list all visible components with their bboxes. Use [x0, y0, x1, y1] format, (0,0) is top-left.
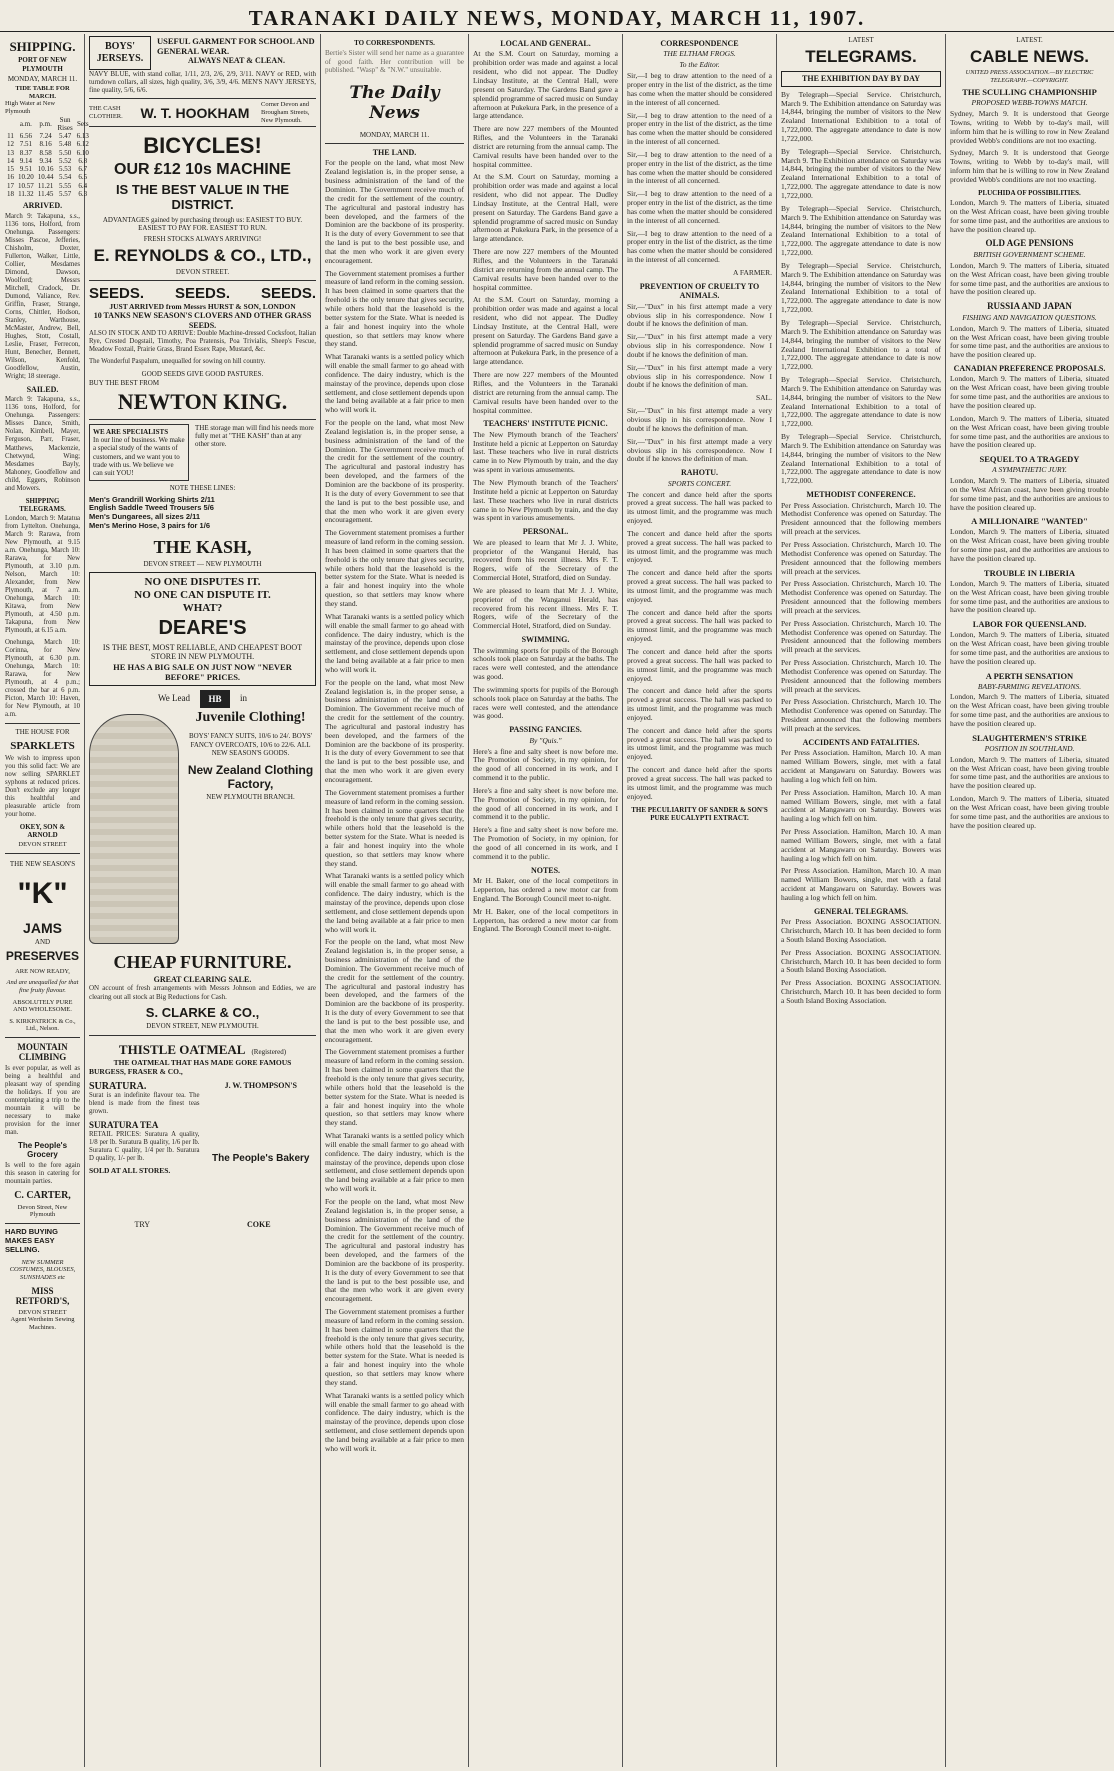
- divider: [5, 1223, 80, 1224]
- land-body-2: The Government statement promises a further measure of land reform in the coming session. It has been claimed in some quarters that the freehold is the only tenure that gives security, while others hold that the leasehold is the better system for the State. What is needed is a fair and honest inquiry into the whole question, so that settlers may know where they stand.: [325, 268, 464, 349]
- sparklets-top: THE HOUSE FOR: [15, 728, 70, 737]
- telegrams-heading: SHIPPING TELEGRAMS.: [19, 496, 66, 513]
- liberia-heading: TROUBLE IN LIBERIA: [983, 567, 1076, 578]
- perth-heading: A PERTH SENSATION: [985, 670, 1074, 681]
- corr-body: Sir,—I beg to draw attention to the need of a proper entry in the list of the district, as the time has come when the matter should be considered in the interest of all concerned.: [627, 71, 772, 107]
- prevention-signature: SAL.: [755, 393, 772, 403]
- k-jams: JAMS: [23, 919, 62, 936]
- land-body: For the people on the land, what most New Zealand legislation is, in the proper sense, a business administration of the land of the Dominion. The Government receive much of the credit for the settlement of the country. The agricultural and pastoral industry has been developed, and the farmers of the Dominion are the backbone of its prosperity. It is the duty of every Government to see that the land is put to the best possible use, and that the men who work it are given every encouragement.: [325, 677, 464, 785]
- good-seeds: GOOD SEEDS GIVE GOOD PASTURES.: [141, 370, 264, 379]
- table-row: 18 11.32 11.45 5.57 6.3: [7, 189, 88, 198]
- seeds-body: ALSO IN STOCK AND TO ARRIVE: Double Machine-dressed Cocksfoot, Italian Rye, Crested Dogstail, Timothy, Poa Pratensis, Poa Trivialis, Sheep's Fescue, Meadow Foxtail, Prairie Grass, Brand Essex Rape, Mustard, &c.: [89, 330, 316, 354]
- cable-body: London, March 9. The matters of Liberia, situated on the West African coast, have been giving trouble for some time past, and the authorities are anxious to have the position cleared up.: [950, 323, 1109, 360]
- column-rule: [468, 34, 469, 1767]
- accidents-body: Per Press Association. Hamilton, March 10. A man named William Bowers, single, met with a fatal accident at Mangawaru on Saturday. Bowers was hauling a log which fell on him.: [781, 827, 941, 863]
- thompson-list: [206, 1090, 317, 1150]
- always-neat: ALWAYS NEAT & CLEAN.: [188, 56, 285, 66]
- suratura-heading: SURATURA.: [89, 1080, 147, 1092]
- divider: [5, 723, 80, 724]
- rahotu-body: The concert and dance held after the sports proved a great success. The hall was packed to its utmost limit, and the programme was much enjoyed.: [627, 725, 772, 762]
- column-editorial: [322, 34, 467, 1767]
- port-heading: PORT OF NEW PLYMOUTH: [18, 56, 67, 73]
- table-row: 12 7.51 8.16 5.48 6.12: [7, 140, 89, 149]
- grocery-body: Is well to the fore again this season in catering for mountain parties.: [5, 1161, 80, 1185]
- land-body-3: What Taranaki wants is a settled policy which will enable the small farmer to go ahead with confidence. The dairy industry, which is the mainstay of the province, depends upon close settlement, and close settlement depends upon the land being available at a fair price to men who will work it.: [325, 611, 464, 674]
- cable-heading: CABLE NEWS.: [970, 47, 1089, 67]
- divider: [89, 280, 316, 281]
- clarke-name: S. CLARKE & CO.,: [145, 1004, 260, 1020]
- we-lead: We Lead: [157, 693, 190, 704]
- divider: [325, 143, 464, 144]
- column-correspondence: [624, 34, 775, 1767]
- personal-body: We are pleased to learn that Mr J. J. White, proprietor of the Wanganui Herald, has recovered from his recent illness. Mrs F. T. Rogers, wife of the Secretary of the Commercial Hotel, Stratford, died on Sunday.: [473, 585, 618, 631]
- cable-body: London, March 9. The matters of Liberia, situated on the West African coast, have been giving trouble for some time past, and the authorities are anxious to have the position cleared up.: [950, 578, 1109, 615]
- list-item: Men's Merino Hose, 3 pairs for 1/6: [89, 521, 210, 531]
- masthead: [0, 0, 1114, 32]
- rahotu-heading: RAHOTU.: [680, 468, 719, 478]
- filler-text: Bertie's Sister will send her name as a guarantee of good faith. Her contribution will be published. "Wasp" & "N.W." unsuitable.: [325, 49, 464, 75]
- clothing-ad: [89, 708, 316, 950]
- daily-news-logo: The Daily News: [349, 82, 440, 123]
- dispute-1: NO ONE DISPUTES IT.: [144, 576, 261, 589]
- column-cables: [947, 34, 1112, 1767]
- deares-name: DEARE'S: [158, 617, 247, 640]
- passing-body: Here's a fine and salty sheet is now before me. The Promotion of Society, in my opinion, for the good of all concerned in its work, and I commend it to the public.: [473, 825, 618, 861]
- seeds-tons: 10 TANKS NEW SEASON'S CLOVERS AND OTHER GRASS SEEDS.: [93, 311, 312, 330]
- accidents-body: Per Press Association. Hamilton, March 10. A man named William Bowers, single, met with a fatal accident at Mangawaru on Saturday. Bowers was hauling a log which fell on him.: [781, 866, 941, 902]
- note-lines: NOTE THESE LINES:: [169, 484, 236, 493]
- russia-heading: RUSSIA AND JAPAN: [987, 301, 1072, 312]
- date-line: MONDAY, MARCH 11.: [7, 74, 78, 83]
- general-body: Per Press Association. BOXING ASSOCIATION. Christchurch, March 10. It has been decided to form a South Island Boxing Association.: [781, 917, 941, 944]
- sculling-sub: PROPOSED WEBB-TOWNS MATCH.: [971, 98, 1088, 108]
- k-maker: S. KIRKPATRICK & Co., Ltd., Nelson.: [9, 1017, 76, 1033]
- juvenile-body: BOYS' FANCY SUITS, 10/6 to 24/. BOYS' FANCY OVERCOATS, 10/6 to 22/6. ALL NEW SEASON'S GOODS.: [188, 732, 313, 757]
- notes-body: Mr H. Baker, one of the local competitors in Lepperton, has ordered a new motor car from England. The Borough Council meet to-night.: [473, 876, 618, 903]
- latest-label: LATEST.: [1016, 36, 1043, 44]
- column-shipping: [2, 34, 89, 1767]
- prevention-body: Sir,—"Dux" in his first attempt made a very obvious slip in his correspondence. Now I doubt if he knows the definition of man.: [627, 406, 772, 433]
- k-preserves: PRESERVES: [5, 949, 80, 964]
- mountain-heading: MOUNTAIN CLIMBING: [17, 1041, 68, 1063]
- general-heading: GENERAL TELEGRAMS.: [813, 906, 909, 916]
- telegram-body: By Telegraph—Special Service. Christchurch, March 9. The Exhibition attendance on Saturday was 14,844, bringing the number of visitors to the New Zealand International Exhibition to a total of 1,722,000. The aggregate attendance to date is now 1,722,000.: [781, 432, 941, 486]
- cable-body: London, March 9. The matters of Liberia, situated on the West African coast, have been giving trouble for some time past, and the authorities are anxious to have the position cleared up.: [950, 754, 1109, 791]
- seeds-word: SEEDS.: [174, 284, 231, 302]
- table-row: 17 10.57 11.21 5.55 6.4: [7, 181, 88, 190]
- column-rule: [622, 34, 623, 1767]
- specialists-box: [89, 424, 189, 482]
- land-body-2: The Government statement promises a further measure of land reform in the coming session. It has been claimed in some quarters that the freehold is the only tenure that gives security, while others hold that the leasehold is the better system for the State. What is needed is a fair and honest inquiry into the whole question, so that settlers may know where they stand.: [325, 528, 464, 608]
- cable-body: London, March 9. The matters of Liberia, situated on the West African coast, have been giving trouble for some time past, and the authorities are anxious to have the position cleared up.: [950, 527, 1109, 563]
- rahotu-body: The concert and dance held after the sports proved a great success. The hall was packed to its utmost limit, and the programme was much enjoyed.: [627, 686, 772, 722]
- tide-col-header: Sets: [76, 119, 89, 128]
- deares-body: IS THE BEST, MOST RELIABLE, AND CHEAPEST BOOT STORE IN NEW PLYMOUTH.: [102, 642, 303, 662]
- latest-label: LATEST: [848, 36, 874, 44]
- boys-jerseys-box: BOYS' JERSEYS.: [89, 36, 151, 70]
- k-and: AND: [34, 938, 51, 947]
- cable-body: London, March 9. The matters of Liberia, situated on the West African coast, have been giving trouble for some time past, and the authorities are anxious to have the position cleared up.: [950, 374, 1109, 410]
- land-body-3: What Taranaki wants is a settled policy which will enable the small farmer to go ahead with confidence. The dairy industry, which is the mainstay of the province, depends upon close settlement, and close settlement depends upon the land being available at a fair price to men who will work it.: [325, 1131, 464, 1194]
- rahotu-body: The concert and dance held after the sports proved a great success. The hall was packed to its utmost limit, and the programme was much enjoyed.: [627, 765, 772, 801]
- accidents-body: Per Press Association. Hamilton, March 10. A man named William Bowers, single, met with a fatal accident at Mangawaru on Saturday. Bowers was hauling a log which fell on him.: [781, 787, 941, 824]
- reynolds-name: E. REYNOLDS & CO., LTD.,: [93, 245, 312, 265]
- column-rule: [84, 34, 85, 1767]
- hookham-tag: THE CASH CLOTHIER.: [89, 105, 123, 120]
- table-row: 13 8.37 8.58 5.50 6.10: [7, 148, 89, 157]
- passing-byline: By "Quis.": [529, 735, 562, 745]
- correspondents-heading: TO CORRESPONDENTS.: [354, 39, 435, 47]
- seeds-sub: JUST ARRIVED from Messrs HURST & SON, LONDON: [109, 301, 296, 311]
- perth-sub: BABY-FARMING REVELATIONS.: [977, 681, 1082, 691]
- retford-agent: Agent Wertheim Sewing Machines.: [10, 1316, 75, 1332]
- k-ready: ARE NOW READY,: [15, 967, 70, 975]
- list-item: English Saddle Tweed Trousers 5/6: [89, 503, 214, 513]
- suratura-prices: RETAIL PRICES: Suratura A quality, 1/8 per lb. Suratura B quality, 1/6 per lb. Suratura C quality, 1/4 per lb. Suratura D quality, 1/- per lb.: [89, 1131, 200, 1163]
- prevention-heading: PREVENTION OF CRUELTY TO ANIMALS.: [639, 281, 760, 301]
- bicycles-heading: BICYCLES!: [143, 133, 262, 159]
- sailed2-body: Onehunga, March 10: Corinna, for New Plymouth, at 6.30 p.m. Onehunga, March 10: Rarawa, for New Plymouth, at 4 p.m.; crossed the bar at 6 p.m. Picton, March 10: Haven, for New Plymouth, at 10 a.m.: [5, 639, 80, 719]
- land-body: For the people on the land, what most New Zealand legislation is, in the proper sense, a business administration of the land of the Dominion. The Government receive much of the credit for the settlement of the country. The agricultural and pastoral industry has been developed, and the farmers of the Dominion are the backbone of its prosperity. It is the duty of every Government to see that the land is put to the best possible use, and that the men who work it are given every encouragement.: [325, 158, 464, 265]
- personal-heading: PERSONAL.: [522, 527, 569, 537]
- column-rule: [776, 34, 777, 1767]
- specialists-heading: WE ARE SPECIALISTS: [93, 427, 169, 436]
- hookham-ad: [89, 98, 316, 127]
- cable-body: London, March 9. The matters of Liberia, situated on the West African coast, have been giving trouble for some time past, and the authorities are anxious to have the position cleared up.: [950, 260, 1109, 297]
- best-value: IS THE BEST VALUE IN THE DISTRICT.: [115, 182, 290, 213]
- suratura-body: Surat is an indefinite flavour tea. The blend is made from the finest teas grown.: [89, 1092, 200, 1116]
- what-question: WHAT?: [182, 602, 223, 615]
- retford-address: DEVON STREET: [18, 1308, 67, 1316]
- passing-body: Here's a fine and salty sheet is now before me. The Promotion of Society, in my opinion, for the good of all concerned in its work, and I commend it to the public.: [473, 746, 618, 783]
- swimming-body: The swimming sports for pupils of the Borough schools took place on Saturday at the baths. The races were well contested, and the attendance was good.: [473, 684, 618, 721]
- tide-col-header: p.m.: [39, 119, 52, 128]
- tide-col-header: Sun Rises: [57, 115, 73, 132]
- table-row: 15 9.51 10.16 5.53 6.7: [7, 165, 88, 174]
- local-body: At the S.M. Court on Saturday, morning a prohibition order was made and against a local resident, who did not appear. The Dudley Lindsay Institute, at the Central Hall, were present on Saturday. The Gardens Band gave a splendid programme of sacred music on Sunday afternoon at Pukekura Park, in the presence of a large attendance.: [473, 172, 618, 244]
- land-body: For the people on the land, what most New Zealand legislation is, in the proper sense, a business administration of the land of the Dominion. The Government receive much of the credit for the settlement of the country. The agricultural and pastoral industry has been developed, and the farmers of the Dominion are the backbone of its prosperity. It is the duty of every Government to see that the land is put to the best possible use, and that the men who work it are given every encouragement.: [325, 1196, 464, 1304]
- table-row: 16 10.20 10.44 5.54 6.5: [7, 173, 88, 182]
- russia-sub: FISHING AND NAVIGATION QUESTIONS.: [962, 312, 1097, 322]
- rahotu-body: The concert and dance held after the sports proved a great success. The hall was packed to its utmost limit, and the programme was much enjoyed.: [627, 647, 772, 683]
- land-body-3: What Taranaki wants is a settled policy which will enable the small farmer to go ahead with confidence. The dairy industry, which is the mainstay of the province, depends upon close settlement, and close settlement depends upon the land being available at a fair price to men who will work it.: [325, 1390, 464, 1453]
- telegrams-body: London, March 9: Matatua from Lyttelton. Onehunga, March 9: Rarawa, from New Plymouth, at 9.15 a.m. Onehunga, March 10: Rarawa, for New Plymouth, at 3.10 p.m. Nelson, March 10: Alexander, from New Plymouth, at 7 a.m. Onehunga, March 10: Kitawa, from New Plymouth, at 4.50 p.m. Takapuna, from New Plymouth, at 6.15 a.m.: [5, 515, 80, 635]
- prevention-body: Sir,—"Dux" in his first attempt made a very obvious slip in his correspondence. Now I doubt if he knows the definition of man.: [627, 332, 772, 359]
- tide-heading: TIDE TABLE FOR MARCH.: [15, 85, 70, 100]
- rahotu-body: The concert and dance held after the sports proved a great success. The hall was packed to its utmost limit, and the programme was much enjoyed.: [627, 607, 772, 644]
- kash-text: THE storage man will find his needs more fully met at "THE KASH" than at any other store.: [195, 423, 314, 449]
- hb-logo: HB: [200, 690, 230, 708]
- cable-body: London, March 9. The matters of Liberia, situated on the West African coast, have been giving trouble for some time past, and the authorities are anxious to have the position cleared up.: [950, 630, 1109, 666]
- accidents-body: Per Press Association. Hamilton, March 10. A man named William Bowers, single, met with a fatal accident at Mangawaru on Saturday. Bowers was hauling a log which fell on him.: [781, 748, 941, 784]
- passing-heading: PASSING FANCIES.: [509, 725, 582, 735]
- hookham-name: W. T. HOOKHAM: [140, 104, 250, 121]
- labor-heading: LABOR FOR QUEENSLAND.: [972, 619, 1087, 630]
- rahotu-body: The concert and dance held after the sports proved a great success. The hall was packed to its utmost limit, and the programme was much enjoyed.: [627, 568, 772, 604]
- cable-body: London, March 9. The matters of Liberia, situated on the West African coast, have been giving trouble for some time past, and the authorities are anxious to have the position cleared up.: [950, 692, 1109, 729]
- retford-name: MISS RETFORD'S,: [15, 1285, 70, 1307]
- jerseys-ad: [89, 36, 316, 70]
- rahotu-body: The concert and dance held after the sports proved a great success. The hall was packed to its utmost limit, and the programme was much enjoyed.: [627, 489, 772, 526]
- sparklets-title: SPARKLETS: [10, 739, 75, 752]
- burgess-name: BURGESS, FRASER & CO.,: [89, 1066, 183, 1076]
- hb-row: [89, 690, 316, 708]
- jersey-prices: NAVY BLUE, with stand collar, 1/11, 2/3, 2/6, 2/9, 3/11. NAVY or RED, with turndown collars, all sizes, high quality, 3/6, 3/9, 4/6. MEN'S NAVY JERSEYS, fine quality, 5/6, 6/6.: [89, 69, 316, 95]
- bakery-list: [206, 1167, 317, 1217]
- deares-sale: HE HAS A BIG SALE ON JUST NOW "NEVER BEFORE" PRICES.: [113, 661, 292, 682]
- coke-word: COKE: [246, 1219, 271, 1229]
- table-row: 11 6.56 7.24 5.47 6.13: [7, 132, 89, 141]
- methodist-body: Per Press Association. Christchurch, March 10. The Methodist Conference was opened on Saturday. The President announced that the following members will preach at the services.: [781, 539, 941, 576]
- rahotu-body: The concert and dance held after the sports proved a great success. The hall was packed to its utmost limit, and the programme was much enjoyed.: [627, 528, 772, 565]
- general-body: Per Press Association. BOXING ASSOCIATION. Christchurch, March 10. It has been decided to form a South Island Boxing Association.: [781, 978, 941, 1005]
- column-telegrams: [778, 34, 944, 1767]
- carter-name: C. CARTER,: [14, 1189, 71, 1201]
- specialists-body: In our line of business. We make a special study of the wants of customers, and we want you to trade with us. We believe we can suit YOU!: [93, 436, 185, 478]
- local-body: At the S.M. Court on Saturday, morning a prohibition order was made and against a local resident, who did not appear. The Dudley Lindsay Institute, at the Central Hall, were present on Saturday. The Gardens Band gave a splendid programme of sacred music on Sunday afternoon at Pukekura Park, in the presence of a large attendance.: [473, 295, 618, 367]
- telegram-body: By Telegraph—Special Service. Christchurch, March 9. The Exhibition attendance on Saturday was 14,844, bringing the number of visitors to the New Zealand International Exhibition to a total of 1,722,000. The aggregate attendance to date is now 1,722,000.: [781, 317, 941, 372]
- mountain-body: Is ever popular, as well as being a healthful and pleasant way of spending the holidays. If you are contemplating a trip to the mountain it will be necessary to make provision for the inner man.: [5, 1064, 80, 1137]
- cheap-furniture: CHEAP FURNITURE.: [113, 951, 292, 972]
- exhibition-banner: THE EXHIBITION DAY BY DAY: [781, 71, 941, 86]
- clarke-address: DEVON STREET, NEW PLYMOUTH.: [146, 1022, 259, 1031]
- general-body: Per Press Association. BOXING ASSOCIATION. Christchurch, March 10. It has been decided to form a South Island Boxing Association.: [781, 947, 941, 975]
- personal-body: We are pleased to learn that Mr J. J. White, proprietor of the Wanganui Herald, has recovered from his recent illness. Mrs F. T. Rogers, wife of the Secretary of the Commercial Hotel, Stratford, died on Sunday.: [473, 537, 618, 583]
- tide-subheading: High Water at New Plymouth: [5, 100, 56, 116]
- k-top: THE NEW SEASON'S: [9, 859, 76, 868]
- teachers-heading: TEACHERS' INSTITUTE PICNIC.: [483, 419, 608, 429]
- corr-body: Sir,—I beg to draw attention to the need of a proper entry in the list of the district, as the time has come when the matter should be considered in the interest of all concerned.: [627, 110, 772, 147]
- sparklets-body: We wish to impress upon you this solid fact: We are now selling SPARKLET syphons at reduced prices. Don't exclude any longer this healthful and pleasurable article from your home.: [5, 754, 80, 818]
- methodist-body: Per Press Association. Christchurch, March 10. The Methodist Conference was opened on Saturday. The President announced that the following members will preach at the services.: [781, 579, 941, 615]
- thistle-registered: (Registered): [251, 1047, 287, 1056]
- methodist-body: Per Press Association. Christchurch, March 10. The Methodist Conference was opened on Saturday. The President announced that the following members will preach at the services.: [781, 658, 941, 694]
- accidents-heading: ACCIDENTS AND FATALITIES.: [802, 737, 920, 747]
- telegram-body: By Telegraph—Special Service. Christchurch, March 9. The Exhibition attendance on Saturday was 14,844, bringing the number of visitors to the New Zealand International Exhibition to a total of 1,722,000. The aggregate attendance to date is now 1,722,000.: [781, 375, 941, 429]
- land-body-2: The Government statement promises a further measure of land reform in the coming session. It has been claimed in some quarters that the freehold is the only tenure that gives security, while others hold that the leasehold is the better system for the State. What is needed is a fair and honest inquiry into the whole question, so that settlers may know where they stand.: [325, 787, 464, 868]
- shipping-heading: SHIPPING.: [9, 39, 76, 54]
- cable-body: London, March 9. The matters of Liberia, situated on the West African coast, have been giving trouble for some time past, and the authorities are anxious to have the position cleared up.: [950, 413, 1109, 450]
- teachers-body: The New Plymouth branch of the Teachers' Institute held a picnic at Lepperton on Saturday last. These teachers who live in rural districts came in to New Plymouth by train, and the day was spent in various amusements.: [473, 429, 618, 475]
- boy-illustration: [89, 714, 179, 944]
- suratura-row: [89, 1081, 316, 1220]
- sequel-heading: SEQUEL TO A TRAGEDY: [979, 454, 1080, 465]
- juvenile-heading: Juvenile Clothing!: [195, 709, 306, 725]
- passing-body: Here's a fine and salty sheet is now before me. The Promotion of Society, in my opinion, for the good of all concerned in its work, and I commend it to the public.: [473, 785, 618, 822]
- sailed-heading: SAILED.: [26, 384, 59, 394]
- k-pure: ABSOLUTELY PURE AND WHOLESOME.: [12, 998, 73, 1014]
- local-heading: LOCAL AND GENERAL.: [500, 39, 591, 48]
- divider: [5, 853, 80, 854]
- local-body: At the S.M. Court on Saturday, morning a prohibition order was made and against a local resident, who did not appear. The Dudley Lindsay Institute, at the Central Hall, were present on Saturday. The Gardens Band gave a splendid programme of sacred music on Sunday afternoon at Pukekura Park, in the presence of a large attendance.: [473, 49, 618, 121]
- old-age-heading: OLD AGE PENSIONS: [985, 238, 1074, 249]
- land-body: For the people on the land, what most New Zealand legislation is, in the proper sense, a business administration of the land of the Dominion. The Government receive much of the credit for the settlement of the country. The agricultural and pastoral industry has been developed, and the farmers of the Dominion are the backbone of its prosperity. It is the duty of every Government to see that the land is put to the best possible use, and that the men who work it are given every encouragement.: [325, 418, 464, 525]
- old-age-sub: BRITISH GOVERNMENT SCHEME.: [973, 249, 1086, 259]
- column-rule: [945, 34, 946, 1767]
- divider: [5, 1037, 80, 1038]
- kash-ad: [89, 424, 316, 482]
- corr-signature: A FARMER.: [732, 268, 772, 277]
- arrived-heading: ARRIVED.: [22, 201, 63, 211]
- hookham-address: Corner Devon and Brougham Streets, New Plymouth.: [261, 101, 310, 124]
- to-editor: To the Editor.: [679, 60, 720, 70]
- seeds-word: SEEDS.: [89, 284, 145, 302]
- try-coke: [89, 1220, 316, 1229]
- telegram-body: By Telegraph—Special Service. Christchurch, March 9. The Exhibition attendance on Saturday was 14,844, bringing the number of visitors to the New Zealand International Exhibition to a total of 1,722,000. The aggregate attendance to date is now 1,722,000.: [781, 146, 941, 201]
- methodist-body: Per Press Association. Christchurch, March 10. The Methodist Conference was opened on Saturday. The President announced that the following members will preach at the services.: [781, 618, 941, 655]
- tide-col-header: [5, 116, 16, 133]
- nzcf-branch: NEW PLYMOUTH BRANCH.: [206, 793, 295, 802]
- nzcf-name: New Zealand Clothing Factory,: [187, 763, 314, 792]
- sculling-body: Sydney, March 9. It is understood that George Towns, writing to Webb by to-day's mail, will inform him that he is willing to row in New Zealand provided Webb's conditions are not too exacting.: [950, 109, 1109, 145]
- divider: [89, 1035, 316, 1036]
- cable-body: London, March 9. The matters of Liberia, situated on the West African coast, have been giving trouble for some time past, and the authorities are anxious to have the position cleared up.: [950, 198, 1109, 234]
- cable-sub: UNITED PRESS ASSOCIATION.—BY ELECTRIC TELEGRAPH.—COPYRIGHT.: [965, 69, 1094, 84]
- land-body-2: The Government statement promises a further measure of land reform in the coming session. It has been claimed in some quarters that the freehold is the only tenure that gives security, while others hold that the leasehold is the better system for the State. What is needed is a fair and honest inquiry into the whole question, so that settlers may know where they stand.: [325, 1047, 464, 1128]
- local-body-2: There are now 227 members of the Mounted Rifles, and the Volunteers in the Taranaki district are returning from the annual camp. The Carnival results have been handed over to the hospital committee.: [473, 370, 618, 415]
- seeds-word: SEEDS.: [260, 284, 316, 302]
- methodist-body: Per Press Association. Christchurch, March 10. The Methodist Conference was opened on Saturday. The President announced that the following members will preach at the services.: [781, 697, 941, 734]
- suratura-tea: SURATURA TEA: [89, 1120, 159, 1131]
- k-body: And are unequalled for that fine fruity flavour.: [6, 979, 79, 994]
- prevention-body: Sir,—"Dux" in his first attempt made a very obvious slip in his correspondence. Now I doubt if he knows the definition of man.: [627, 362, 772, 390]
- methodist-body: Per Press Association. Christchurch, March 10. The Methodist Conference was opened on Saturday. The President announced that the following members will preach at the services.: [781, 500, 941, 537]
- k-brand: "K": [17, 877, 68, 911]
- local-body-2: There are now 227 members of the Mounted Rifles, and the Volunteers in the Taranaki district are returning from the annual camp. The Carnival results have been handed over to the hospital committee.: [473, 124, 618, 169]
- okey-name: OKEY, SON & ARNOLD: [19, 822, 66, 840]
- tide-table: [5, 116, 91, 199]
- machine-heading: OUR £12 10s MACHINE: [114, 161, 291, 179]
- land-body-2: The Government statement promises a further measure of land reform in the coming session. It has been claimed in some quarters that the freehold is the only tenure that gives security, while others hold that the leasehold is the better system for the State. What is needed is a fair and honest inquiry into the whole question, so that settlers may know where they stand.: [325, 1307, 464, 1387]
- prevention-body: Sir,—"Dux" in his first attempt made a very obvious slip in his correspondence. Now I doubt if he knows the definition of man.: [627, 436, 772, 464]
- local-body-2: There are now 227 members of the Mounted Rifles, and the Volunteers in the Taranaki district are returning from the annual camp. The Carnival results have been handed over to the hospital committee.: [473, 247, 618, 292]
- thistle-name: THISTLE OATMEAL: [118, 1041, 246, 1057]
- kash-name: THE KASH,: [153, 536, 252, 557]
- corr-body: Sir,—I beg to draw attention to the need of a proper entry in the list of the district, as the time has come when the matter should be considered in the interest of all concerned.: [627, 149, 772, 186]
- dispute-2: NO ONE CAN DISPUTE IT.: [134, 589, 271, 602]
- prevention-body: Sir,—"Dux" in his first attempt made a very obvious slip in his correspondence. Now I doubt if he knows the definition of man.: [627, 301, 772, 329]
- notes-body: Mr H. Baker, one of the local competitors in Lepperton, has ordered a new motor car from England. The Borough Council meet to-night.: [473, 906, 618, 934]
- table-row: 14 9.14 9.34 5.52 6.8: [7, 156, 88, 165]
- kash-lines: [89, 496, 316, 531]
- land-body: For the people on the land, what most New Zealand legislation is, in the proper sense, a business administration of the land of the Dominion. The Government receive much of the credit for the settlement of the country. The agricultural and pastoral industry has been developed, and the farmers of the Dominion are the backbone of its prosperity. It is the duty of every Government to see that the land is put to the best possible use, and that the men who work it are given every encouragement.: [325, 937, 464, 1044]
- reynolds-address: DEVON STREET.: [175, 267, 230, 276]
- column-rule: [320, 34, 321, 1767]
- teachers-body: The New Plymouth branch of the Teachers' Institute held a picnic at Lepperton on Saturday last. These teachers who live in rural districts came in to New Plymouth by train, and the day was spent in various amusements.: [473, 478, 618, 523]
- corr-body: Sir,—I beg to draw attention to the need of a proper entry in the list of the district, as the time has come when the matter should be considered in the interest of all concerned.: [627, 228, 772, 265]
- telegrams-heading: TELEGRAMS.: [805, 47, 917, 67]
- editorial-date: MONDAY, MARCH 11.: [359, 130, 430, 139]
- swimming-heading: SWIMMING.: [521, 635, 570, 645]
- corr-sub: THE ELTHAM FROGS.: [663, 49, 736, 59]
- canadian-heading: CANADIAN PREFERENCE PROPOSALS.: [953, 364, 1106, 374]
- telegram-body: By Telegraph—Special Service. Christchurch, March 9. The Exhibition attendance on Saturday was 14,844, bringing the number of visitors to the New Zealand International Exhibition to a total of 1,722,000. The aggregate attendance to date is now 1,722,000.: [781, 203, 941, 258]
- thistle-sub: THE OATMEAL THAT HAS MADE GORE FAMOUS: [113, 1057, 292, 1067]
- try-word: TRY: [134, 1219, 151, 1229]
- sculling-body: Sydney, March 9. It is understood that George Towns, writing to Webb by to-day's mail, will inform him that he is willing to row in New Zealand provided Webb's conditions are not too exacting.: [950, 148, 1109, 184]
- thompson-name: J. W. THOMPSON'S: [224, 1080, 297, 1090]
- tide-table-header: [5, 116, 91, 133]
- slaughter-sub: POSITION IN SOUTHLAND.: [984, 743, 1075, 753]
- telegram-body: By Telegraph—Special Service. Christchurch, March 9. The Exhibition attendance on Saturday was 14,844, bringing the number of visitors to the New Zealand International Exhibition to a total of 1,722,000. The aggregate attendance to date is now 1,722,000.: [781, 89, 941, 143]
- carter-address: Devon Street, New Plymouth: [17, 1203, 68, 1219]
- cable-body: London, March 9. The matters of Liberia, situated on the West African coast, have been giving trouble for some time past, and the authorities are anxious to have the position cleared up.: [950, 794, 1109, 830]
- deares-ad: [89, 572, 316, 685]
- sculling-heading: THE SCULLING CHAMPIONSHIP: [962, 87, 1097, 98]
- land-heading: THE LAND.: [372, 148, 417, 158]
- masthead-title: TARANAKI DAILY NEWS, MONDAY, MARCH 11, 1907.: [248, 6, 866, 30]
- clearing-sale: GREAT CLEARING SALE.: [153, 975, 252, 985]
- grocery-name: The People's Grocery: [17, 1141, 68, 1160]
- hard-buying: HARD BUYING MAKES EASY SELLING.: [5, 1227, 58, 1254]
- kash-address: DEVON STREET — NEW PLYMOUTH: [143, 560, 262, 569]
- slaughter-heading: SLAUGHTERMEN'S STRIKE: [972, 732, 1087, 743]
- column-local: [470, 34, 621, 1767]
- millionaire-heading: A MILLIONAIRE "WANTED": [971, 516, 1088, 527]
- land-body-3: What Taranaki wants is a settled policy which will enable the small farmer to go ahead with confidence. The dairy industry, which is the mainstay of the province, depends upon close settlement, and close settlement depends upon the land being available at a fair price to men who will work it.: [325, 352, 464, 415]
- in-word: in: [240, 693, 248, 704]
- rahotu-sub: SPORTS CONCERT.: [667, 478, 732, 488]
- advantages: ADVANTAGES gained by purchasing through us: EASIEST TO BUY. EASIEST TO PAY FOR. EASIEST TO RUN.: [102, 215, 303, 233]
- swimming-body: The swimming sports for pupils of the Borough schools took place on Saturday at the baths. The races were well contested, and the attendance was good.: [473, 645, 618, 682]
- peoples-bakery: The People's Bakery: [212, 1152, 310, 1164]
- seeds-banner: [89, 285, 316, 303]
- corr-heading: CORRESPONDENCE: [660, 39, 739, 48]
- thistle-row: [89, 1040, 316, 1059]
- sailed-body: March 9: Takapuna, s.s., 1136 tons, Holford, for Onehunga. Passengers: Misses Dance, Smith, Nolan, Kimbell, Mayer, Ferguson, Parr, Fraser, Matthews, Mackenzie, Chetwynd, Wing; Mesdames Bayly, Mahoney, Goodfellow and child, Eggers, Robinson and Mowers.: [5, 396, 80, 492]
- useful-garment: USEFUL GARMENT FOR SCHOOL AND GENERAL WEAR.: [157, 36, 315, 57]
- land-body-3: What Taranaki wants is a settled policy which will enable the small farmer to go ahead with confidence. The dairy industry, which is the mainstay of the province, depends upon close settlement, and close settlement depends upon the land being available at a fair price to men who will work it.: [325, 871, 464, 934]
- column-ads: [86, 34, 319, 1767]
- summer-costumes: NEW SUMMER COSTUMES, BLOUSES, SUNSHADES etc: [9, 1258, 76, 1281]
- newton-king: NEWTON KING.: [117, 388, 288, 414]
- list-item: Men's Dungarees, all sizes 2/11: [89, 512, 201, 522]
- okey-address: DEVON STREET: [18, 841, 67, 849]
- list-item: Men's Grandrill Working Shirts 2/11: [89, 494, 215, 504]
- fresh-stocks: FRESH STOCKS ALWAYS ARRIVING!: [143, 235, 262, 244]
- buy-best: BUY THE BEST FROM: [89, 378, 160, 387]
- peculiarity-heading: THE PECULIARITY OF SANDER & SON'S PURE EUCALYPTI EXTRACT.: [631, 805, 768, 822]
- cable-body: London, March 9. The matters of Liberia, situated on the West African coast, have been giving trouble for some time past, and the authorities are anxious to have the position cleared up.: [950, 476, 1109, 512]
- tide-col-header: a.m.: [19, 119, 32, 128]
- notes-heading: NOTES.: [530, 865, 561, 875]
- clearing-body: ON account of fresh arrangements with Messrs Johnson and Eddies, we are clearing out all stock at Big Reductions for Cash.: [89, 984, 316, 1001]
- paspalum: The Wonderful Paspalum, unequalled for sowing on hill country.: [89, 358, 266, 366]
- sold-all-stores: SOLD AT ALL STORES.: [89, 1166, 171, 1176]
- methodist-heading: METHODIST CONFERENCE.: [806, 490, 916, 500]
- sequel-sub: A SYMPATHETIC JURY.: [992, 465, 1067, 475]
- corr-body: Sir,—I beg to draw attention to the need of a proper entry in the list of the district, as the time has come when the matter should be considered in the interest of all concerned.: [627, 189, 772, 225]
- divider: [89, 419, 316, 420]
- cyclones-heading: PLUCHIDA OF POSSIBILITIES.: [978, 188, 1081, 197]
- telegram-body: By Telegraph—Special Service. Christchurch, March 9. The Exhibition attendance on Saturday was 14,844, bringing the number of visitors to the New Zealand International Exhibition to a total of 1,722,000. The aggregate attendance to date is now 1,722,000.: [781, 260, 941, 315]
- arrived-body: March 9: Takapuna, s.s., 1136 tons, Holford, from Onehunga. Passengers: Misses Pascoe, Jefferies, Chisholm, Doxter, Fullerton, Walker, Little, Collier, Mesdames Dimond, Dawson, Woolford; Messrs Mitchell, Cradock, Dr. Dumond, Valiance, Rev. Griffin, Fraser, Strange, Corns, Chittler, Hodson, Stanley, Warthouse, McMaster, Andrew, Bell, Hughes, Stott, Costall, Leslie, Fraser, Ferrecon, Hunt, Benecher, Bennett, Wilson, Kenfold, Goodfellow, Austin, Wright; 18 steerage.: [5, 212, 80, 380]
